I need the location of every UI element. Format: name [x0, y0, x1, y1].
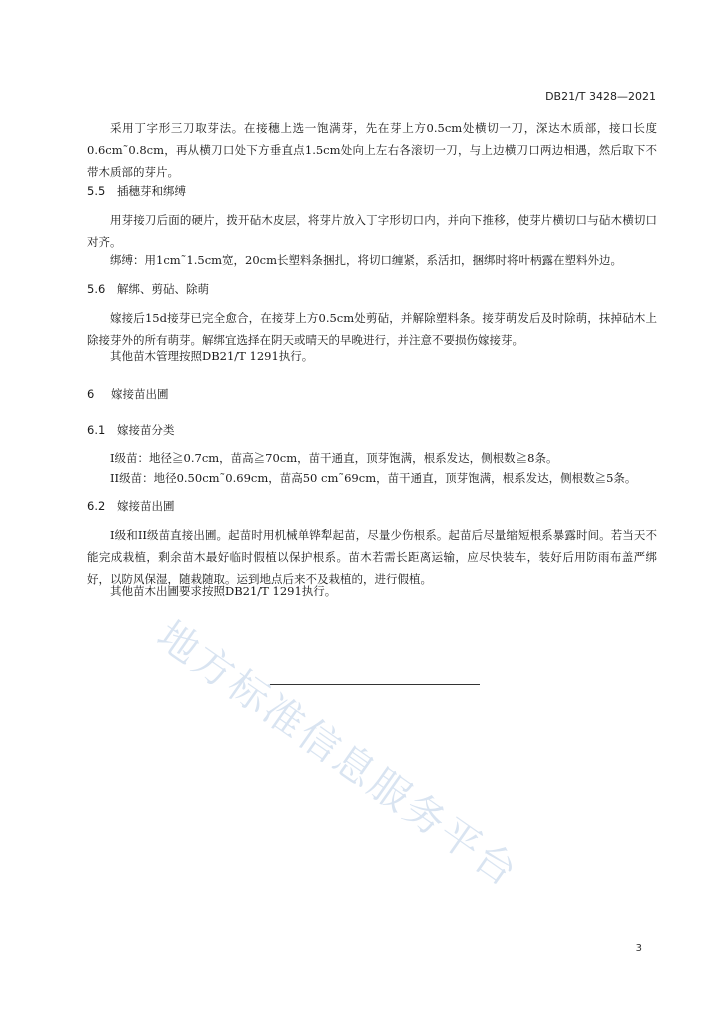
section-5-5-heading: [87, 181, 186, 201]
section-5-5-paragraph-2: 绑缚：用1cm˜1.5cm宽，20cm长塑料条捆扎，将切口缠紧，系活扣，捆绑时将叶柄露在塑料外边。: [110, 253, 623, 267]
section-number: 6: [87, 387, 95, 401]
section-5-6-paragraph-1: 嫁接后15d接芽已完全愈合，在接芽上方0.5cm处剪砧，并解除塑料条。接芽萌发后及时除萌，抹掉砧木上除接芽外的所有萌芽。解绑宜选择在阴天或晴天的早晚进行，并注意不要损伤嫁接芽。: [87, 311, 657, 347]
section-6-1-heading: [87, 420, 175, 440]
section-6-2-heading: [87, 496, 175, 516]
page-number: 3: [635, 943, 642, 954]
section-6-2-paragraph-2: 其他苗木出圃要求按照DB21/T 1291执行。: [110, 584, 337, 598]
section-number: 5.5: [87, 184, 106, 198]
section-title: 解绑、剪砧、除萌: [117, 282, 209, 296]
intro-paragraph: 采用丁字形三刀取芽法。在接穗上选一饱满芽，先在芽上方0.5cm处横切一刀，深达木质部，接口长度0.6cm˜0.8cm，再从横刀口处下方垂直点1.5cm处向上左右各滚切一刀，与上边横刀口两边相遇，然后取下不带木质部的芽片。: [87, 121, 657, 179]
section-5-5-paragraph-1: 用芽接刀后面的硬片，拨开砧木皮层，将芽片放入丁字形切口内，并向下推移，使芽片横切口与砧木横切口对齐。: [87, 213, 657, 249]
section-title: 嫁接苗出圃: [111, 387, 169, 401]
watermark: 地方标准信息服务平台: [148, 612, 528, 897]
standard-code: DB21/T 3428—2021: [545, 90, 656, 103]
section-title: 嫁接苗分类: [117, 423, 175, 437]
section-number: 5.6: [87, 282, 106, 296]
section-title: 嫁接苗出圃: [117, 499, 175, 513]
section-number: 6.2: [87, 499, 106, 513]
end-rule: [270, 684, 480, 685]
section-5-6-paragraph-2: 其他苗木管理按照DB21/T 1291执行。: [110, 349, 314, 363]
section-5-6-heading: [87, 279, 209, 299]
section-title: 插穗芽和绑缚: [117, 184, 186, 198]
section-number: 6.1: [87, 423, 106, 437]
section-6-2-paragraph-1: I级和II级苗直接出圃。起苗时用机械单铧犁起苗，尽量少伤根系。起苗后尽量缩短根系暴露时间。若当天不能完成栽植，剩余苗木最好临时假植以保护根系。苗木若需长距离运输，应尽快装车，装好后用防雨布盖严绑好，以防风保湿，随栽随取。运到地点后来不及栽植的，进行假植。: [87, 528, 657, 586]
section-6-heading: [87, 384, 169, 404]
section-6-1-paragraph-2: II级苗：地径0.50cm˜0.69cm，苗高50 cm˜69cm，苗干通直，顶芽饱满，根系发达，侧根数≧5条。: [110, 471, 637, 485]
section-6-1-paragraph-1: I级苗：地径≧0.7cm，苗高≧70cm，苗干通直，顶芽饱满，根系发达，侧根数≧8条。: [110, 451, 558, 465]
